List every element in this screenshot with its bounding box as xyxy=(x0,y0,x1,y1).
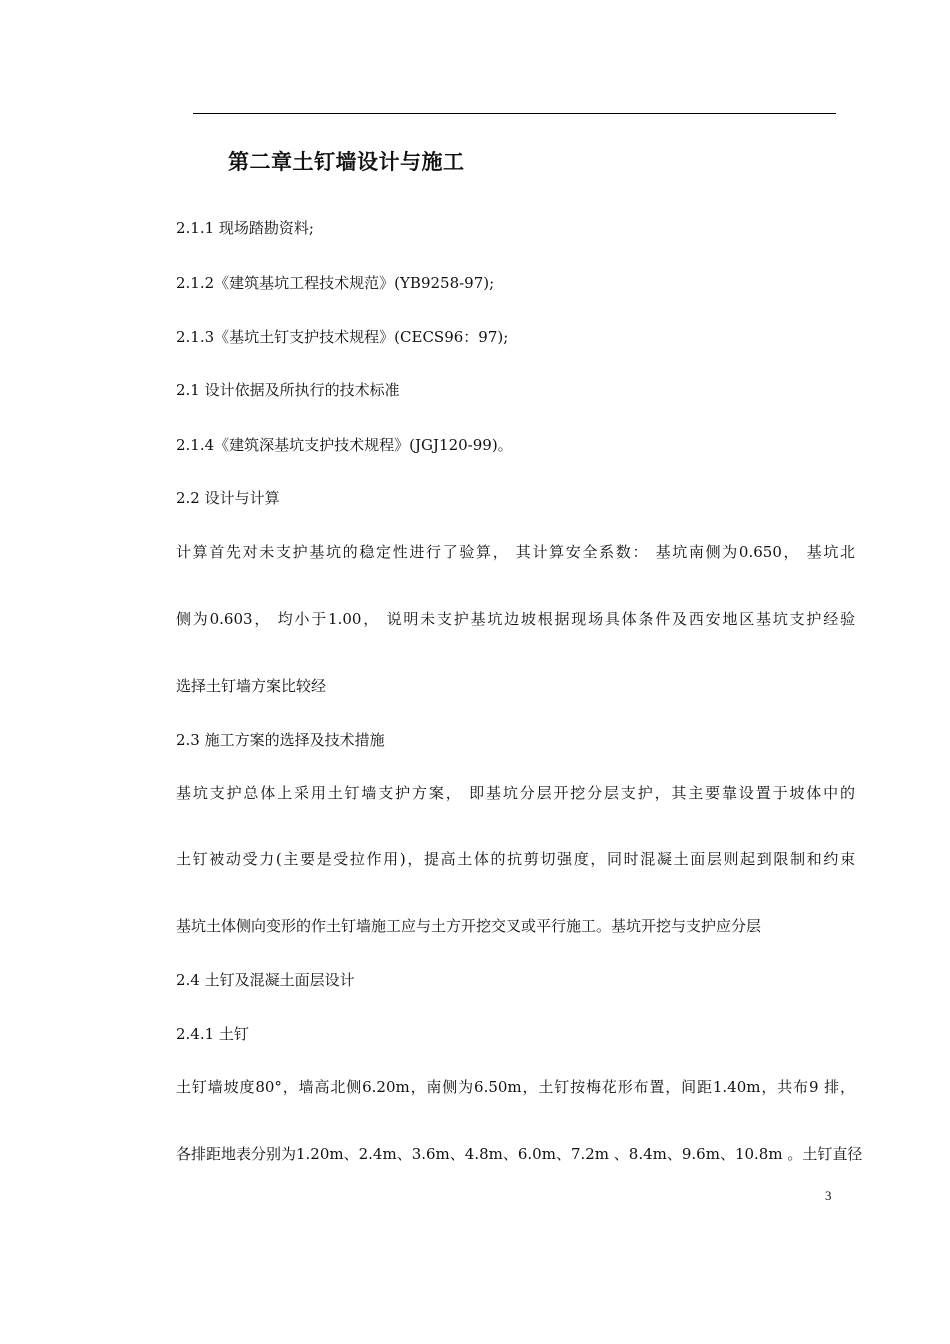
text-line: 2.1.3《基坑土钉支护技术规程》(CECS96：97); xyxy=(176,328,509,346)
paragraph-line: 土钉墙坡度80°，墙高北侧6.20m，南侧为6.50m，土钉按梅花形布置，间距1.40m，共布9 排， xyxy=(176,1078,855,1096)
paragraph-line: 基坑支护总体上采用土钉墙支护方案， 即基坑分层开挖分层支护，其主要靠设置于坡体中的 xyxy=(176,784,855,802)
text-line: 2.1.1 现场踏勘资料; xyxy=(176,219,314,237)
section-heading: 2.3 施工方案的选择及技术措施 xyxy=(176,731,385,749)
section-heading: 2.2 设计与计算 xyxy=(176,489,280,507)
chapter-title: 第二章土钉墙设计与施工 xyxy=(228,150,465,174)
paragraph-line: 各排距地表分别为1.20m、2.4m、3.6m、4.8m、6.0m、7.2m 、8.4m、9.6m、10.8m 。土钉直径 xyxy=(176,1145,863,1163)
paragraph-line: 侧为0.603， 均小于1.00， 说明未支护基坑边坡根据现场具体条件及西安地区基坑支护经验 xyxy=(176,610,855,628)
text-line: 2.1.2《建筑基坑工程技术规范》(YB9258-97); xyxy=(176,274,495,292)
paragraph-line: 计算首先对未支护基坑的稳定性进行了验算， 其计算安全系数： 基坑南侧为0.650， 基坑北 xyxy=(176,543,855,561)
header-rule xyxy=(193,113,836,114)
paragraph-line: 基坑土体侧向变形的作土钉墙施工应与土方开挖交叉或平行施工。基坑开挖与支护应分层 xyxy=(176,917,762,935)
section-heading: 2.4.1 土钉 xyxy=(176,1025,249,1043)
paragraph-line: 选择土钉墙方案比较经 xyxy=(176,677,327,695)
paragraph-line: 土钉被动受力(主要是受拉作用)，提高土体的抗剪切强度，同时混凝土面层则起到限制和约束 xyxy=(176,850,855,868)
section-heading: 2.4 土钉及混凝土面层设计 xyxy=(176,971,355,989)
text-line: 2.1.4《建筑深基坑支护技术规程》(JGJ120-99)。 xyxy=(176,436,513,454)
page-number: 3 xyxy=(825,1188,832,1203)
section-heading: 2.1 设计依据及所执行的技术标准 xyxy=(176,381,400,399)
